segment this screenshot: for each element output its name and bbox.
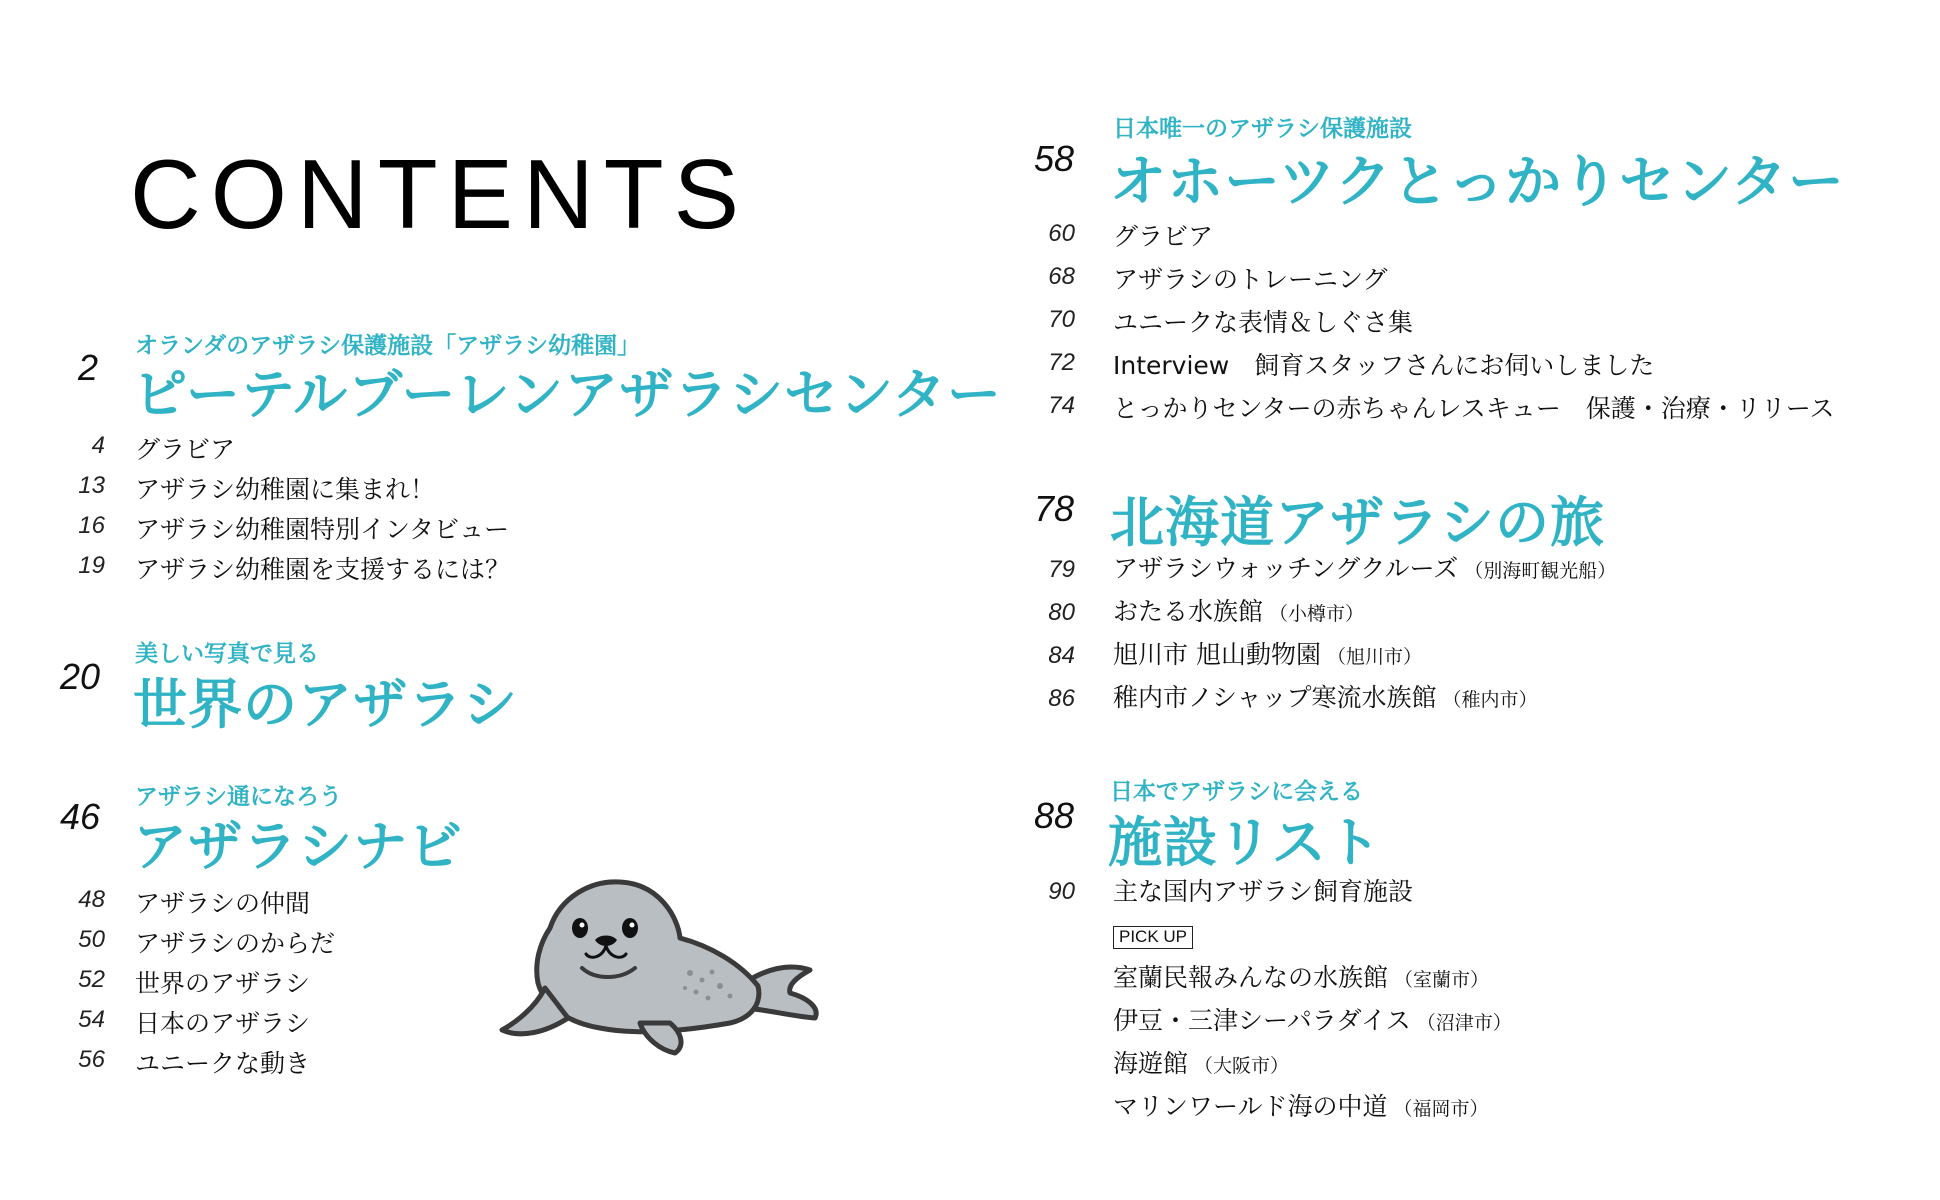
item-label-text: 伊豆・三津シーパラダイス [1113, 1006, 1411, 1035]
pickup-item [1113, 1087, 1489, 1123]
pickup-item [1113, 1044, 1289, 1080]
toc-item [1113, 635, 1422, 671]
toc-item: アザラシの仲間 [135, 889, 311, 918]
item-page-number: 70 [1048, 306, 1075, 333]
item-page-number: 90 [1048, 878, 1075, 905]
page-title: CONTENTS [130, 139, 749, 249]
pickup-item [1113, 1001, 1512, 1037]
item-label-text: アザラシウォッチングクルーズ [1113, 554, 1459, 583]
item-page-number: 60 [1048, 220, 1075, 247]
item-page-number: 84 [1048, 642, 1075, 669]
item-label-text: 旭川市 旭山動物園 [1113, 640, 1321, 669]
section-page-number: 20 [60, 656, 101, 697]
toc-item [1113, 549, 1616, 585]
item-location: （沼津市） [1416, 1012, 1512, 1034]
section-subtitle: アザラシ通になろう [135, 784, 342, 810]
toc-item: ユニークな表情＆しぐさ集 [1113, 308, 1414, 337]
section-subtitle: 美しい写真で見る [135, 641, 319, 667]
section-page-number: 46 [60, 796, 101, 837]
toc-item: アザラシ幼稚園特別インタビュー [135, 515, 510, 544]
item-label-text: マリンワールド海の中道 [1113, 1092, 1388, 1121]
item-page-number: 16 [78, 512, 105, 539]
item-page-number: 74 [1048, 392, 1075, 419]
item-label-text: 海遊館 [1113, 1049, 1189, 1078]
toc-item: Interview 飼育スタッフさんにお伺いしました [1113, 351, 1655, 380]
section-subtitle: 日本でアザラシに会える [1110, 779, 1363, 805]
item-location: （別海町観光船） [1464, 560, 1617, 582]
toc-item: グラビア [135, 435, 236, 464]
toc-item: アザラシ幼稚園を支援するには？ [135, 555, 511, 584]
toc-item: 世界のアザラシ [135, 969, 311, 998]
section-title: アザラシナビ [133, 815, 463, 878]
section-page-number: 2 [78, 347, 99, 388]
section-subtitle: 日本唯一のアザラシ保護施設 [1113, 116, 1412, 142]
item-location: （小樽市） [1269, 603, 1365, 625]
toc-item [1113, 678, 1538, 714]
item-page-number: 56 [78, 1046, 105, 1073]
pickup-item [1113, 958, 1489, 994]
section-title: 世界のアザラシ [133, 673, 518, 736]
item-location: （福岡市） [1393, 1098, 1489, 1120]
toc-item [1113, 592, 1364, 628]
toc-item: アザラシのトレーニング [1113, 265, 1388, 294]
item-label-text: 稚内市ノシャップ寒流水族館 [1113, 683, 1437, 712]
section-title: 施設リスト [1108, 811, 1382, 874]
section-subtitle: オランダのアザラシ保護施設「アザラシ幼稚園」 [135, 333, 641, 359]
item-location: （稚内市） [1442, 689, 1538, 711]
toc-item: グラビア [1113, 222, 1214, 251]
toc-item: 日本のアザラシ [135, 1009, 311, 1038]
item-page-number: 50 [78, 926, 105, 953]
toc-item: アザラシ幼稚園に集まれ！ [135, 475, 436, 504]
toc-item: ユニークな動き [135, 1049, 311, 1078]
section-page-number: 88 [1034, 795, 1075, 836]
item-page-number: 68 [1048, 263, 1075, 290]
item-page-number: 52 [78, 966, 105, 993]
toc-item: アザラシのからだ [135, 929, 336, 958]
section-title: 北海道アザラシの旅 [1110, 491, 1605, 554]
section-title: ピーテルブーレンアザラシセンター [133, 363, 1002, 426]
item-page-number: 72 [1048, 349, 1075, 376]
item-page-number: 54 [78, 1006, 105, 1033]
toc-item: 主な国内アザラシ飼育施設 [1113, 877, 1414, 906]
item-page-number: 79 [1048, 556, 1075, 583]
item-label-text: 室蘭民報みんなの水族館 [1113, 963, 1389, 992]
item-page-number: 80 [1048, 599, 1075, 626]
seal-icon [490, 868, 830, 1058]
item-page-number: 4 [91, 432, 105, 459]
section-title: オホーツクとっかりセンター [1110, 150, 1845, 215]
item-page-number: 48 [78, 886, 105, 913]
item-label-text: おたる水族館 [1113, 597, 1264, 626]
toc-item: とっかりセンターの赤ちゃんレスキュー 保護・治療・リリース [1113, 394, 1835, 423]
item-location: （旭川市） [1326, 646, 1422, 668]
item-location: （大阪市） [1194, 1055, 1290, 1077]
pickup-badge: PICK UP [1113, 926, 1193, 949]
item-page-number: 13 [78, 472, 105, 499]
item-page-number: 19 [78, 552, 105, 579]
item-location: （室蘭市） [1394, 969, 1490, 991]
section-page-number: 78 [1034, 488, 1075, 529]
section-page-number: 58 [1034, 138, 1075, 179]
item-page-number: 86 [1048, 685, 1075, 712]
